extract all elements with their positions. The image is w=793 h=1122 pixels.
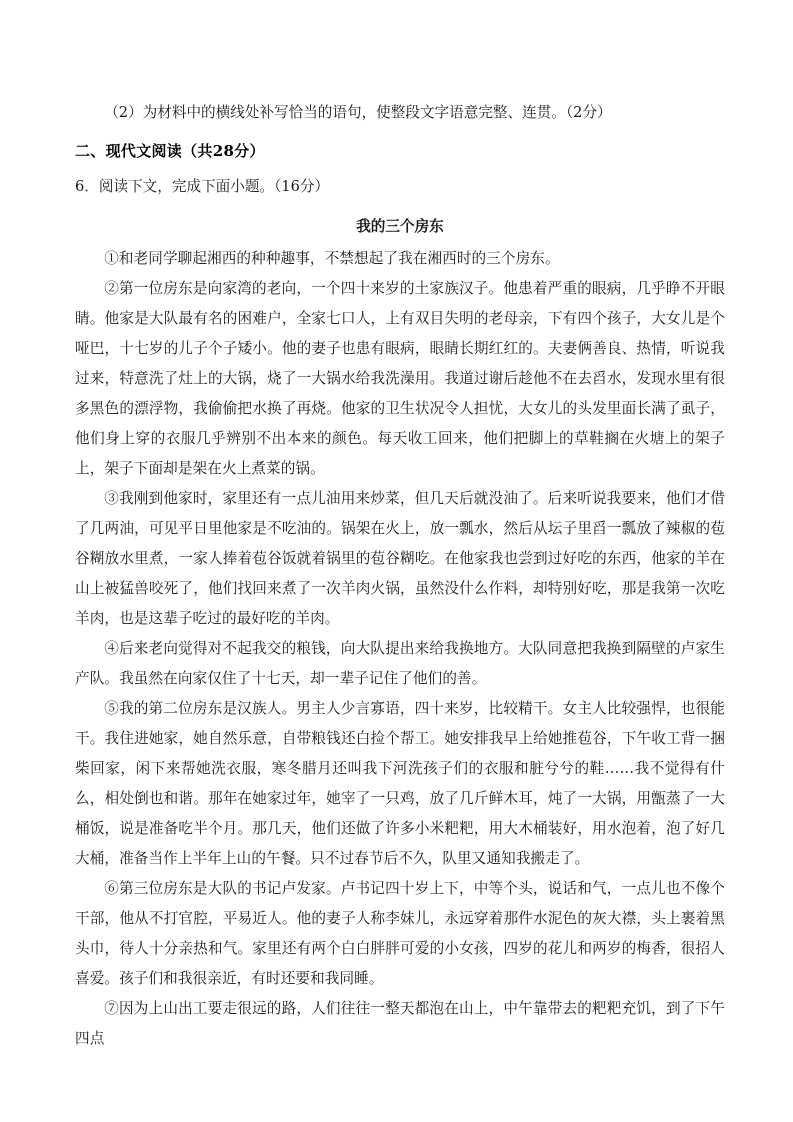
article-paragraph-2: ②第一位房东是向家湾的老向，一个四十来岁的土家族汉子。他患着严重的眼病，几乎睁不开眼睛。他家是大队最有名的困难户，全家七口人，上有双目失明的老母亲，下有四个孩子，大女儿是个哑巴，十七岁的儿子个子矮小。他的妻子也患有眼病，眼睛长期红红的。夫妻俩善良、热情，听说我过来，特意洗了灶上的大锅，烧了一大锅水给我洗澡用。我道过谢后趁他不在去舀水，发现水里有很多黑色的漂浮物，我偷偷把水换了再烧。他家的卫生状况令人担忧，大女儿的头发里面长满了虱子，他们身上穿的衣服几乎辨别不出本来的颜色。每天收工回来，他们把脚上的草鞋搁在火塘上的架子上，架子下面却是架在火上煮菜的锅。 <box>75 280 725 477</box>
article-paragraph-1: ①和老同学聊起湘西的种种趣事，不禁想起了我在湘西时的三个房东。 <box>104 250 560 267</box>
article-paragraph-3: ③我刚到他家时，家里还有一点儿油用来炒菜，但几天后就没油了。后来听说我要来，他们才借了几两油，可见平日里他家是不吃油的。锅架在火上，放一瓢水，然后从坛子里舀一瓢放了辣椒的苞谷糊放水里煮，一家人捧着苞谷饭就着锅里的苞谷糊吃。在他家我也尝到过好吃的东西，他家的羊在山上被猛兽咬死了，他们找回来煮了一次羊肉火锅，虽然没什么作料，却特别好吃，那是我第一次吃羊肉，也是这辈子吃过的最好吃的羊肉。 <box>75 490 725 627</box>
sub-question-2: （2）为材料中的横线处补写恰当的语句，使整段文字语意完整、连贯。（2分） <box>104 104 612 121</box>
page-content <box>75 98 725 1054</box>
article-title: 我的三个房东 <box>356 218 444 235</box>
article-paragraph-4: ④后来老向觉得对不起我交的粮钱，向大队提出来给我换地方。大队同意把我换到隔壁的卢家生产队。我虽然在向家仅住了十七天，却一辈子记住了他们的善。 <box>75 640 725 687</box>
article-paragraph-7: ⑦因为上山出工要走很远的路，人们往往一整天都泡在山上，中午靠带去的粑粑充饥，到了下午四点 <box>75 1000 725 1047</box>
article-paragraph-5: ⑤我的第二位房东是汉族人。男主人少言寡语，四十来岁，比较精干。女主人比较强悍，也很能干。我住进她家，她自然乐意，自带粮钱还白捡个帮工。她安排我早上给她推苞谷，下午收工背一捆柴回家，闲下来帮她洗衣服，寒冬腊月还叫我下河洗孩子们的衣服和脏兮兮的鞋……我不觉得有什么，相处倒也和谐。那年在她家过年，她宰了一只鸡，放了几斤鲜木耳，炖了一大锅，用甑蒸了一大桶饭，说是准备吃半个月。那几天，他们还做了许多小米粑粑，用大木桶装好，用水泡着，泡了好几大桶，准备当作上半年上山的午餐。只不过春节后不久，队里又通知我搬走了。 <box>75 700 725 867</box>
question-6-stem: 6．阅读下文，完成下面小题。（16分） <box>75 178 330 195</box>
section-heading-modern-reading: 二、现代文阅读（共28分） <box>75 142 265 160</box>
article-paragraph-6: ⑥第三位房东是大队的书记卢发家。卢书记四十岁上下，中等个头，说话和气，一点儿也不像个干部，他从不打官腔，平易近人。他的妻子人称李妹儿，永远穿着那件水泥色的灰大襟，头上裹着黑头巾，待人十分亲热和气。家里还有两个白白胖胖可爱的小女孩，四岁的花儿和两岁的梅香，很招人喜爱。孩子们和我很亲近，有时还要和我同睡。 <box>75 880 725 987</box>
